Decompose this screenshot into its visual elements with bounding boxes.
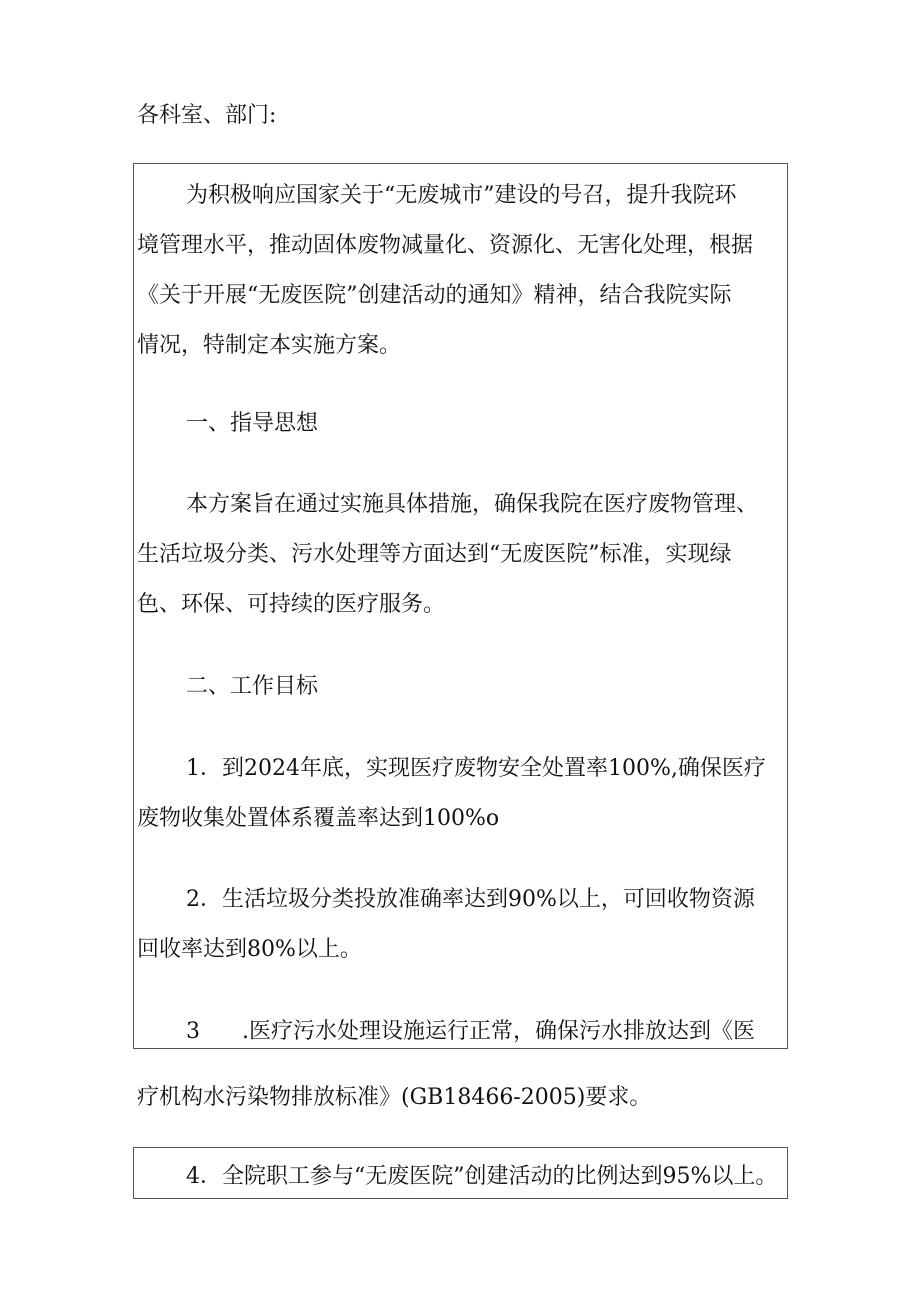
- goal-4-line-1: 4．全院职工参与“无废医院”创建活动的比例达到95%以上。: [186, 1164, 778, 1189]
- intro-line-4: 情况，特制定本实施方案。: [137, 333, 402, 358]
- goal-1-line-2: 废物收集处置体系覆盖率达到100%o: [137, 806, 500, 831]
- guiding-line-3: 色、环保、可持续的医疗服务。: [137, 592, 446, 617]
- guiding-line-1: 本方案旨在通过实施具体措施，确保我院在医疗废物管理、: [186, 492, 759, 517]
- goal-1-line-1: 1．到2024年底，实现医疗废物安全处置率100%,确保医疗: [186, 756, 766, 781]
- guiding-line-2: 生活垃圾分类、污水处理等方面达到“无废医院”标准，实现绿: [137, 542, 732, 567]
- intro-line-3: 《关于开展“无废医院”创建活动的通知》精神，结合我院实际: [137, 283, 732, 308]
- intro-line-1: 为积极响应国家关于“无废城市”建设的号召，提升我院环: [186, 183, 737, 208]
- goal-3-line-2: 疗机构水污染物排放标准》(GB18466-2005)要求。: [137, 1085, 652, 1110]
- goal-2-line-1: 2．生活垃圾分类投放准确率达到90%以上，可回收物资源: [186, 887, 755, 912]
- goal-2-line-2: 回收率达到80%以上。: [137, 937, 362, 962]
- section-heading-work-goals: 二、工作目标: [186, 674, 319, 699]
- salutation: 各科室、部门:: [137, 103, 277, 128]
- intro-line-2: 境管理水平，推动固体废物减量化、资源化、无害化处理，根据: [137, 233, 754, 258]
- section-heading-guiding-thought: 一、指导思想: [186, 411, 319, 436]
- goal-3-line-1: 3 .医疗污水处理设施运行正常，确保污水排放达到《医: [186, 1019, 755, 1044]
